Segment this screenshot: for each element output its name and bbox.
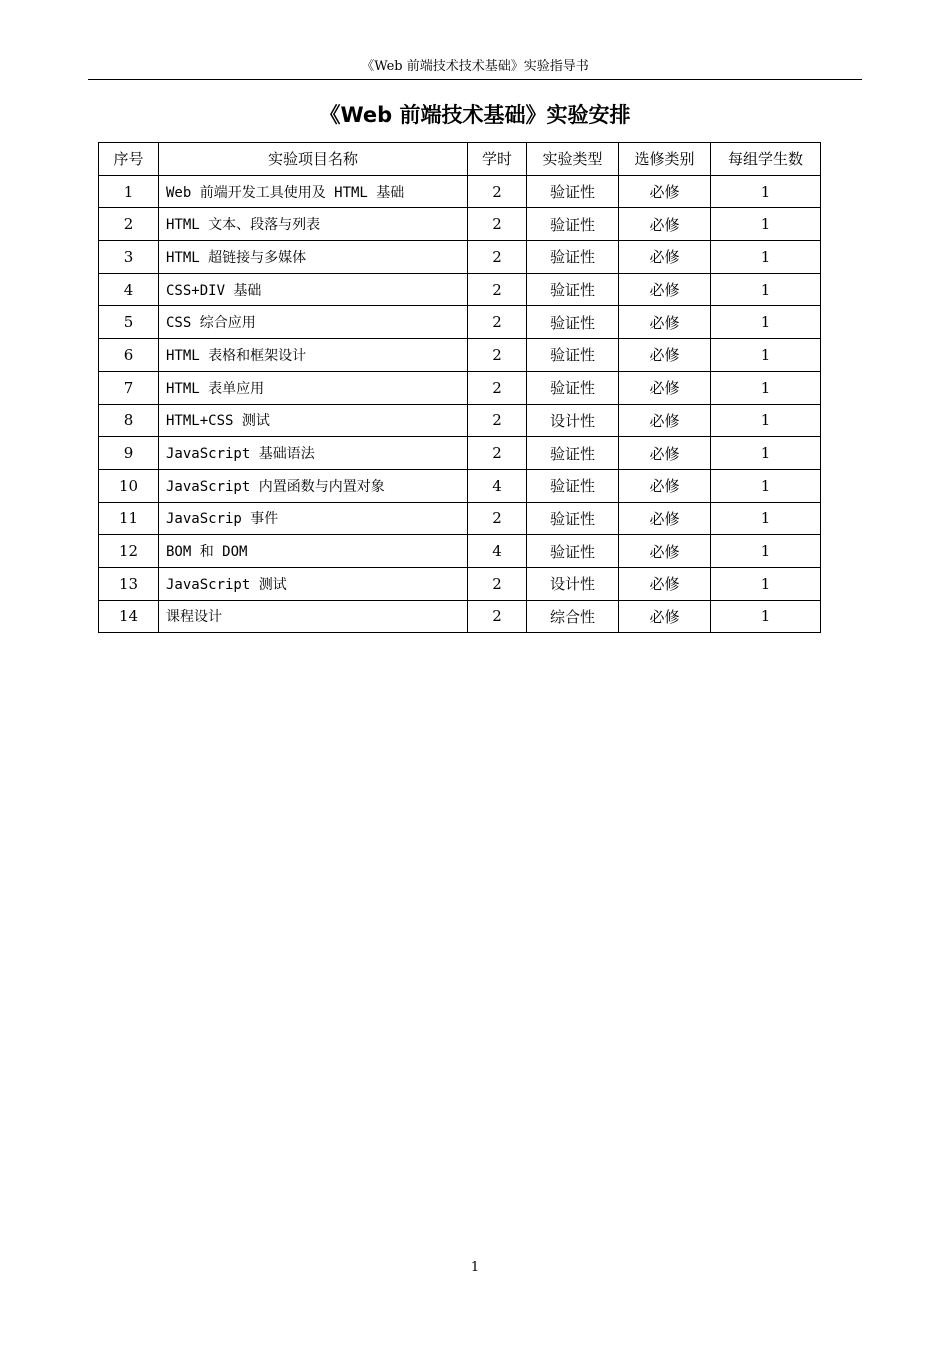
cell-hours: 2 (468, 273, 527, 306)
cell-hours: 2 (468, 502, 527, 535)
cell-no: 7 (99, 371, 159, 404)
cell-name: JavaScrip 事件 (159, 502, 468, 535)
table-header-row (99, 143, 821, 176)
cell-group-size: 1 (711, 535, 821, 568)
table-row (99, 306, 821, 339)
cell-group-size: 1 (711, 371, 821, 404)
table-row (99, 241, 821, 274)
cell-group-size: 1 (711, 567, 821, 600)
cell-group-size: 1 (711, 469, 821, 502)
cell-name: HTML 表单应用 (159, 371, 468, 404)
cell-group-size: 1 (711, 600, 821, 633)
cell-hours: 2 (468, 437, 527, 470)
cell-hours: 2 (468, 241, 527, 274)
cell-name: BOM 和 DOM (159, 535, 468, 568)
cell-type: 验证性 (527, 469, 619, 502)
cell-category: 必修 (619, 371, 711, 404)
table-row (99, 437, 821, 470)
cell-no: 9 (99, 437, 159, 470)
cell-type: 设计性 (527, 567, 619, 600)
cell-name: CSS+DIV 基础 (159, 273, 468, 306)
cell-hours: 2 (468, 371, 527, 404)
cell-no: 14 (99, 600, 159, 633)
cell-group-size: 1 (711, 208, 821, 241)
cell-type: 验证性 (527, 535, 619, 568)
cell-type: 验证性 (527, 339, 619, 372)
cell-no: 13 (99, 567, 159, 600)
column-header-hours: 学时 (468, 143, 527, 176)
cell-name: JavaScript 内置函数与内置对象 (159, 469, 468, 502)
table-row (99, 208, 821, 241)
cell-no: 3 (99, 241, 159, 274)
cell-group-size: 1 (711, 339, 821, 372)
cell-name: JavaScript 基础语法 (159, 437, 468, 470)
cell-type: 验证性 (527, 241, 619, 274)
cell-type: 综合性 (527, 600, 619, 633)
table-row (99, 600, 821, 633)
cell-hours: 2 (468, 306, 527, 339)
table-body (99, 175, 821, 633)
cell-category: 必修 (619, 600, 711, 633)
cell-no: 5 (99, 306, 159, 339)
cell-group-size: 1 (711, 404, 821, 437)
cell-category: 必修 (619, 273, 711, 306)
cell-name: 课程设计 (159, 600, 468, 633)
cell-no: 1 (99, 175, 159, 208)
cell-hours: 4 (468, 535, 527, 568)
table-row (99, 404, 821, 437)
cell-category: 必修 (619, 208, 711, 241)
cell-no: 2 (99, 208, 159, 241)
page-title: 《Web 前端技术基础》实验安排 (319, 103, 631, 127)
table-row (99, 339, 821, 372)
cell-type: 验证性 (527, 437, 619, 470)
table-row (99, 502, 821, 535)
cell-group-size: 1 (711, 175, 821, 208)
page-header (88, 58, 862, 80)
table-row (99, 567, 821, 600)
cell-category: 必修 (619, 404, 711, 437)
cell-no: 6 (99, 339, 159, 372)
cell-type: 验证性 (527, 208, 619, 241)
cell-type: 设计性 (527, 404, 619, 437)
cell-category: 必修 (619, 567, 711, 600)
cell-no: 8 (99, 404, 159, 437)
cell-hours: 2 (468, 208, 527, 241)
header-text: 《Web 前端技术技术基础》实验指导书 (361, 59, 589, 74)
cell-category: 必修 (619, 339, 711, 372)
cell-name: HTML 超链接与多媒体 (159, 241, 468, 274)
table-row (99, 535, 821, 568)
cell-hours: 2 (468, 339, 527, 372)
cell-category: 必修 (619, 437, 711, 470)
cell-group-size: 1 (711, 502, 821, 535)
column-header-no: 序号 (99, 143, 159, 176)
cell-group-size: 1 (711, 241, 821, 274)
cell-group-size: 1 (711, 437, 821, 470)
cell-name: HTML 文本、段落与列表 (159, 208, 468, 241)
cell-type: 验证性 (527, 175, 619, 208)
cell-group-size: 1 (711, 273, 821, 306)
cell-no: 11 (99, 502, 159, 535)
cell-category: 必修 (619, 175, 711, 208)
table-row (99, 371, 821, 404)
column-header-name: 实验项目名称 (159, 143, 468, 176)
cell-hours: 4 (468, 469, 527, 502)
column-header-type: 实验类型 (527, 143, 619, 176)
cell-type: 验证性 (527, 502, 619, 535)
cell-group-size: 1 (711, 306, 821, 339)
cell-no: 12 (99, 535, 159, 568)
table-row (99, 273, 821, 306)
cell-hours: 2 (468, 404, 527, 437)
table-row (99, 469, 821, 502)
cell-name: JavaScript 测试 (159, 567, 468, 600)
cell-category: 必修 (619, 241, 711, 274)
cell-no: 10 (99, 469, 159, 502)
cell-category: 必修 (619, 306, 711, 339)
cell-type: 验证性 (527, 371, 619, 404)
cell-type: 验证性 (527, 273, 619, 306)
cell-name: HTML+CSS 测试 (159, 404, 468, 437)
cell-category: 必修 (619, 469, 711, 502)
cell-type: 验证性 (527, 306, 619, 339)
cell-hours: 2 (468, 567, 527, 600)
cell-hours: 2 (468, 600, 527, 633)
column-header-category: 选修类别 (619, 143, 711, 176)
cell-no: 4 (99, 273, 159, 306)
cell-name: HTML 表格和框架设计 (159, 339, 468, 372)
column-header-group-size: 每组学生数 (711, 143, 821, 176)
table-row (99, 175, 821, 208)
cell-category: 必修 (619, 535, 711, 568)
cell-category: 必修 (619, 502, 711, 535)
cell-hours: 2 (468, 175, 527, 208)
experiment-schedule-table (98, 142, 821, 633)
page-number: 1 (470, 1260, 480, 1275)
cell-name: Web 前端开发工具使用及 HTML 基础 (159, 175, 468, 208)
cell-name: CSS 综合应用 (159, 306, 468, 339)
